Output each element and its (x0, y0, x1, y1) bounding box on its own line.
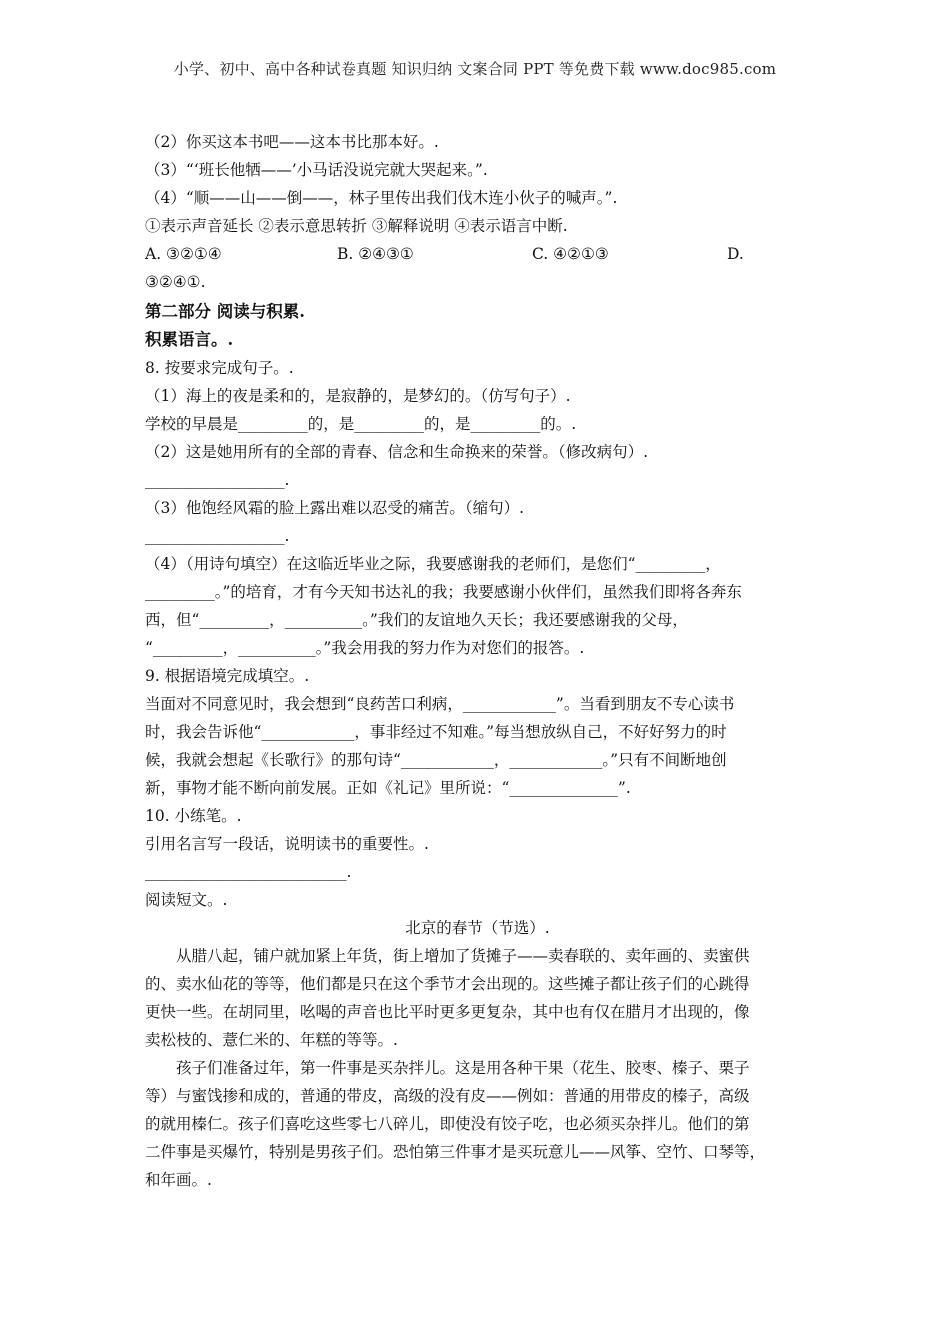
question-9-line-3: 候，我就会想起《长歌行》的那句诗“____________，____________。”只有不间断地创 (145, 751, 727, 769)
question-8-4-line-4: “_________，__________。”我会用我的努力作为对您们的报答。. (145, 639, 585, 657)
paragraph-1-line-3: 更快一些。在胡同里，吆喝的声音也比平时更多更复杂，其中也有仅在腊月才出现的，像 (145, 1003, 750, 1021)
paragraph-2-line-3: 的就用榛仁。孩子们喜吃这些零七八碎儿，即使没有饺子吃，也必须买杂拌儿。他们的第 (145, 1115, 750, 1133)
question-7-item-4: （4）“顺——山——倒——，林子里传出我们伐木连小伙子的喊声。”. (145, 189, 618, 207)
section-title-part-2: 第二部分 阅读与积累. (145, 302, 305, 321)
paragraph-2-line-5: 和年画。. (145, 1171, 212, 1189)
question-9-line-4: 新，事物才能不断向前发展。正如《礼记》里所说：“______________”. (145, 779, 631, 797)
question-7-options (145, 240, 810, 268)
question-8: 8. 按要求完成句子。. (145, 359, 294, 377)
paragraph-1-line-4: 卖松枝的、薏仁米的、年糕的等等。. (145, 1031, 398, 1049)
question-10-description: 引用名言写一段话，说明读书的重要性。. (145, 835, 429, 853)
question-10-answer: __________________________. (145, 863, 352, 881)
question-7-legend: ①表示声音延长 ②表示意思转折 ③解释说明 ④表示语言中断. (145, 217, 568, 235)
paragraph-1-line-1: 从腊八起，铺户就加紧上年货，街上增加了货摊子——卖春联的、卖年画的、卖蜜供 (176, 947, 750, 965)
question-8-3: （3）他饱经风霜的脸上露出难以忍受的痛苦。（缩句）. (145, 499, 525, 517)
page-header: 小学、初中、高中各种试卷真题 知识归纳 文案合同 PPT 等免费下载 www.doc985.com (173, 60, 777, 78)
option-a: A. ③②①④ (145, 245, 222, 263)
option-b: B. ②④③① (337, 245, 414, 263)
paragraph-2-line-2: 等）与蜜饯掺和成的，普通的带皮，高级的没有皮——例如：普通的用带皮的榛子，高级 (145, 1087, 750, 1105)
question-7-item-2: （2）你买这本书吧——这本书比那本好。. (145, 133, 439, 151)
section-title-accumulate: 积累语言。. (145, 330, 234, 349)
question-9: 9. 根据语境完成填空。. (145, 667, 310, 685)
question-8-3-answer: __________________. (145, 527, 290, 545)
question-8-4-line-1: （4）（用诗句填空）在这临近毕业之际，我要感谢我的老师们，是您们“_________， (145, 555, 721, 573)
paragraph-2-line-4: 二件事是买爆竹，特别是男孩子们。恐怕第三件事才是买玩意儿——风筝、空竹、口琴等， (145, 1143, 766, 1161)
question-9-line-2: 时，我会告诉他“____________，事非经过不知难。”每当想放纵自己，不好好努力的时 (145, 723, 727, 741)
option-d-content: ③②④①. (145, 273, 206, 291)
question-9-line-1: 当面对不同意见时，我会想到“良药苦口利病，____________”。当看到朋友不专心读书 (145, 695, 735, 713)
paragraph-2-line-1: 孩子们准备过年，第一件事是买杂拌儿。这是用各种干果（花生、胶枣、榛子、栗子 (176, 1059, 750, 1077)
question-7-item-3: （3）“‘班长他牺——’小马话没说完就大哭起来。”. (145, 161, 488, 179)
question-8-2: （2）这是她用所有的全部的青春、信念和生命换来的荣誉。（修改病句）. (145, 443, 649, 461)
question-8-1: （1）海上的夜是柔和的，是寂静的，是梦幻的。（仿写句子）. (145, 387, 571, 405)
option-d: D. (727, 245, 744, 263)
question-8-4-line-2: _________。”的培育，才有今天知书达礼的我；我要感谢小伙伴们，虽然我们即将各奔东 (145, 583, 742, 601)
reading-intro: 阅读短文。. (145, 891, 228, 909)
article-title: 北京的春节（节选）. (405, 919, 550, 937)
option-c: C. ④②①③ (532, 245, 609, 263)
paragraph-1-line-2: 的、卖水仙花的等等，他们都是只在这个季节才会出现的。这些摊子都让孩子们的心跳得 (145, 975, 750, 993)
question-10: 10. 小练笔。. (145, 807, 242, 825)
question-8-4-line-3: 西，但“_________，__________。”我们的友谊地久天长；我还要感谢我的父母， (145, 611, 688, 629)
question-8-1-answer: 学校的早晨是_________的，是_________的，是_________的。. (145, 415, 577, 433)
question-8-2-answer: __________________. (145, 471, 290, 489)
document-body (145, 128, 810, 1194)
